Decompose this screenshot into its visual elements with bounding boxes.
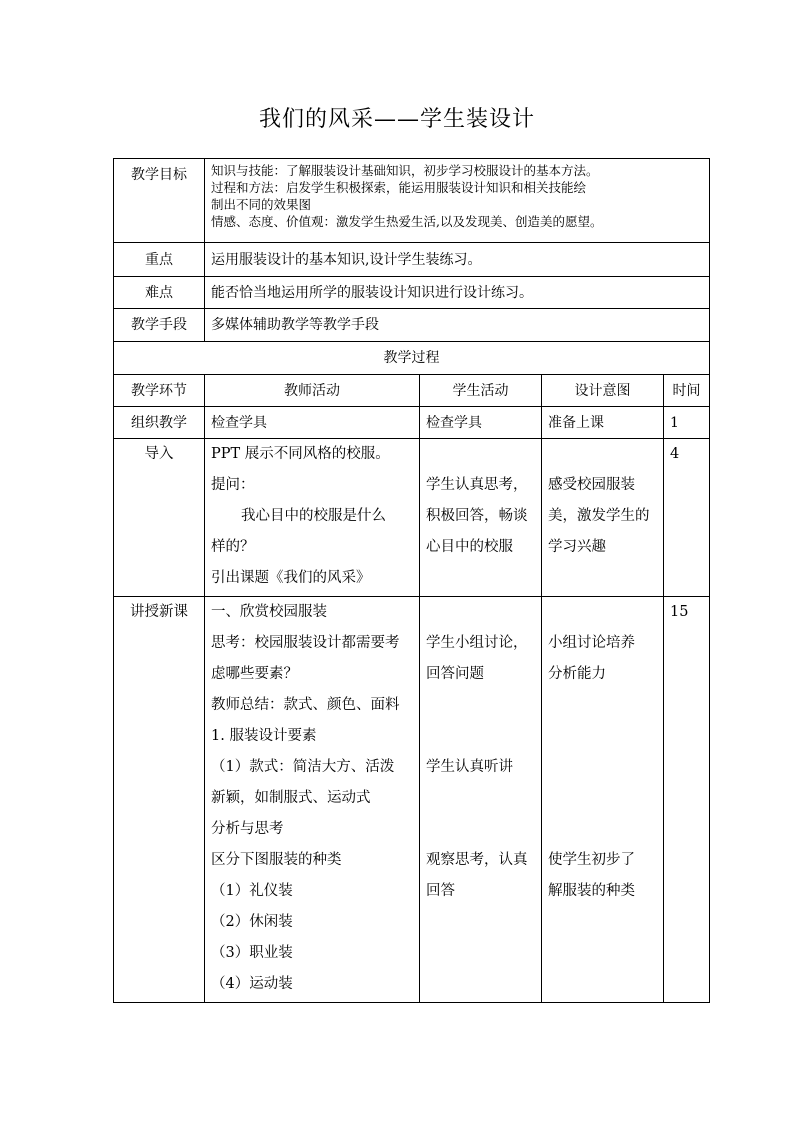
- goals-content: [205, 159, 710, 243]
- means-label: 教学手段: [114, 309, 205, 342]
- intro-student: 学生认真思考， 积极回答，畅谈 心目中的校服: [420, 439, 542, 597]
- intro-stage: 导入: [114, 439, 205, 597]
- key-content: 运用服装设计的基本知识,设计学生装练习。: [205, 243, 710, 277]
- header-row: [114, 375, 710, 407]
- difficulty-content: 能否恰当地运用所学的服装设计知识进行设计练习。: [205, 277, 710, 309]
- header-time: 时间: [664, 375, 710, 407]
- organize-stage: 组织教学: [114, 407, 205, 439]
- newlesson-student: 学生小组讨论， 回答问题 学生认真听讲 观察思考，认真 回答: [420, 597, 542, 1003]
- means-row: [114, 309, 710, 342]
- newlesson-stage: 讲授新课: [114, 597, 205, 1003]
- process-title-row: [114, 342, 710, 375]
- organize-intent: 准备上课: [542, 407, 664, 439]
- newlesson-teacher: 一、欣赏校园服装 思考：校园服装设计都需要考 虑哪些要素？ 教师总结：款式、颜色、面料 1. 服装设计要素 （1）款式：简洁大方、活泼 新颖，如制服式、运动式 分析与思考 区分下图服装的种类 （1）礼仪装 （2）休闲装 （3）职业装 （4）运动装: [205, 597, 420, 1003]
- means-content: 多媒体辅助教学等教学手段: [205, 309, 710, 342]
- header-stage: 教学环节: [114, 375, 205, 407]
- intro-intent: 感受校园服装 美，激发学生的 学习兴趣: [542, 439, 664, 597]
- lesson-plan-table: [113, 158, 710, 1003]
- header-student: 学生活动: [420, 375, 542, 407]
- goals-row: [114, 159, 710, 243]
- goal-line: 情感、态度、价值观：激发学生热爱生活,以及发现美、创造美的愿望。: [211, 214, 603, 229]
- newlesson-intent: 小组讨论培养 分析能力 使学生初步了 解服装的种类: [542, 597, 664, 1003]
- goal-line: 过程和方法：启发学生积极探索，能运用服装设计知识和相关技能绘: [211, 180, 587, 195]
- goal-line: 知识与技能：了解服装设计基础知识，初步学习校服设计的基本方法。: [211, 163, 599, 178]
- organize-time: 1: [664, 407, 710, 439]
- goals-label: 教学目标: [114, 159, 205, 243]
- intro-row: [114, 439, 710, 597]
- key-label: 重点: [114, 243, 205, 277]
- newlesson-time: 15: [664, 597, 710, 1003]
- header-intent: 设计意图: [542, 375, 664, 407]
- difficulty-label: 难点: [114, 277, 205, 309]
- key-row: [114, 243, 710, 277]
- intro-teacher: PPT 展示不同风格的校服。 提问： 我心目中的校服是什么 样的？ 引出课题《我们的风采》: [205, 439, 420, 597]
- difficulty-row: [114, 277, 710, 309]
- page-title: 我们的风采——学生装设计: [258, 107, 535, 132]
- organize-student: 检查学具: [420, 407, 542, 439]
- goal-line: 制出不同的效果图: [211, 197, 312, 212]
- intro-time: 4: [664, 439, 710, 597]
- organize-teacher: 检查学具: [205, 407, 420, 439]
- organize-row: [114, 407, 710, 439]
- header-teacher: 教师活动: [205, 375, 420, 407]
- process-title: 教学过程: [114, 342, 710, 375]
- newlesson-row: [114, 597, 710, 1003]
